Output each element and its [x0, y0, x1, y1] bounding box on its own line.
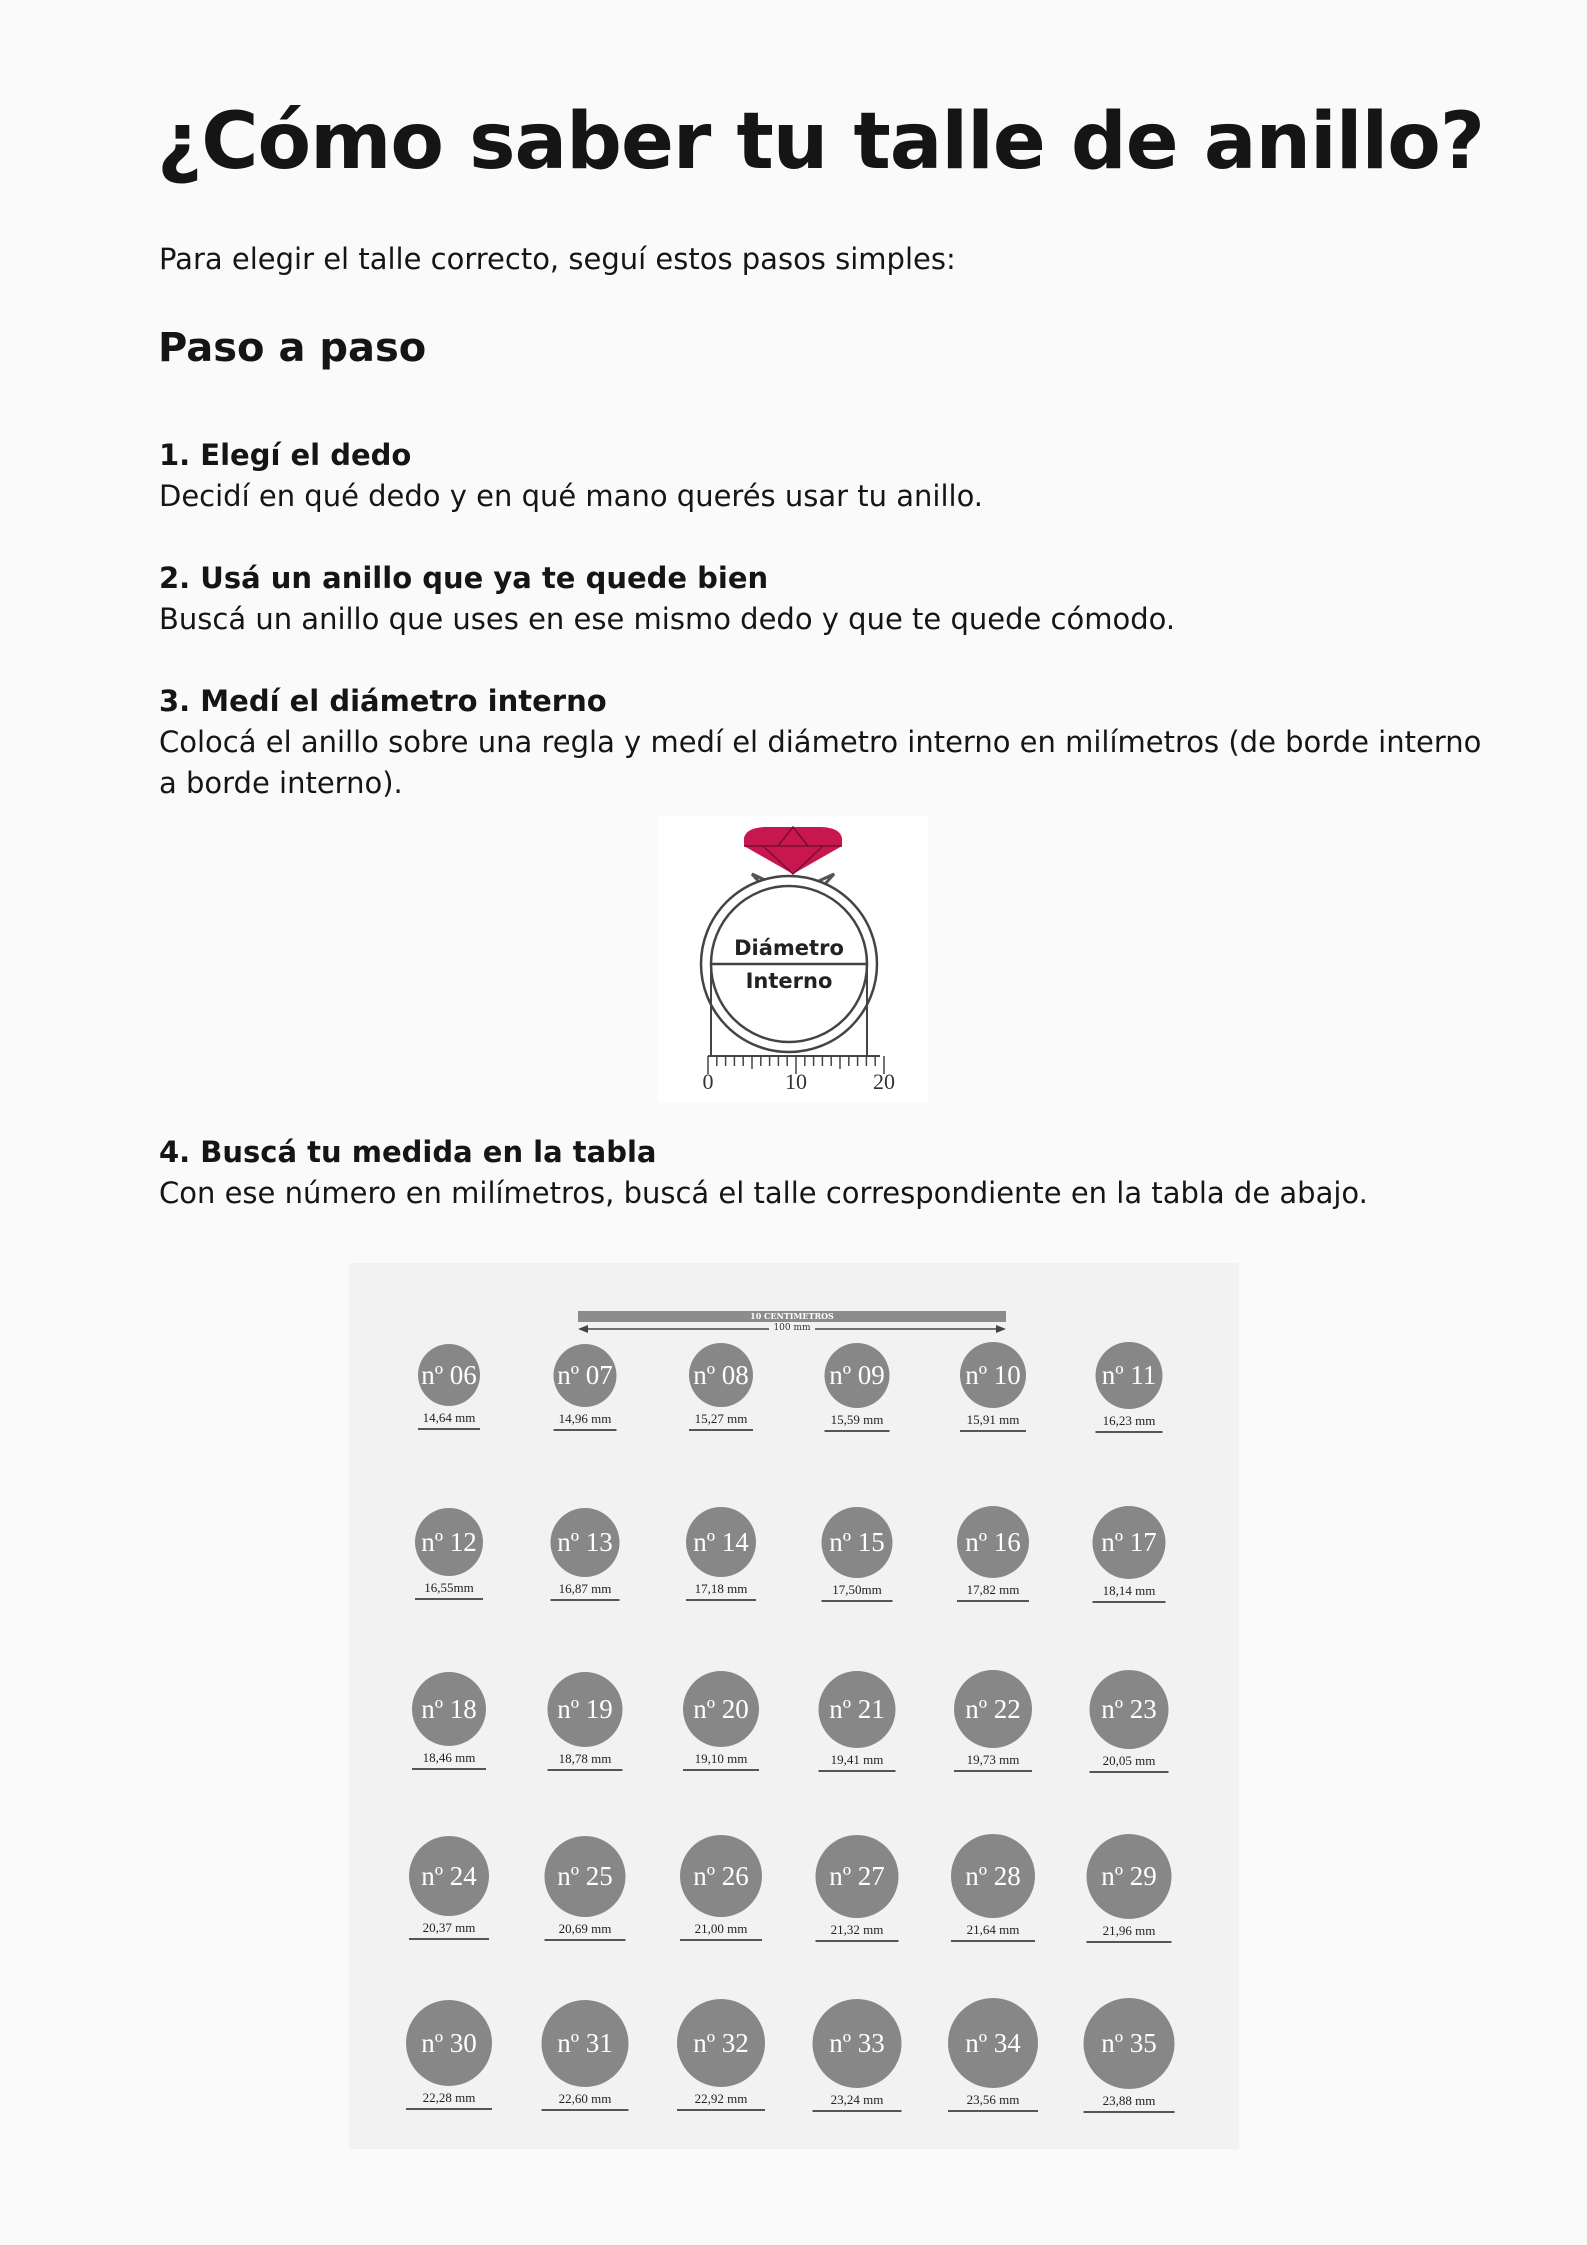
ring-size-underline	[412, 1768, 486, 1770]
ring-size-circle: nº 27	[816, 1835, 899, 1918]
step-1-title: 1. Elegí el dedo	[159, 438, 412, 472]
ruler-label-10: 10	[785, 1069, 807, 1094]
diagram-label-top: Diámetro	[734, 936, 844, 960]
ring-size-underline	[418, 1428, 480, 1430]
ring-size-mm: 17,18 mm	[694, 1581, 748, 1596]
ring-size-mm: 23,88 mm	[1102, 2092, 1156, 2108]
ring-size-mm: 22,28 mm	[422, 2090, 476, 2105]
ring-size-circle: nº 23	[1090, 1670, 1169, 1749]
ruler-sublabel: 100 mm	[769, 1323, 814, 1333]
ring-size-underline	[548, 1769, 623, 1771]
ring-size-circle: nº 19	[548, 1672, 623, 1747]
ring-size-underline	[951, 1940, 1035, 1942]
ring-size-circle: nº 29	[1087, 1834, 1172, 1919]
ring-size-circle: nº 14	[686, 1507, 756, 1577]
ruler-label-0: 0	[702, 1069, 714, 1094]
ring-size-underline	[1087, 1941, 1172, 1943]
ring-size-circle: nº 26	[680, 1835, 762, 1917]
ring-size-underline	[819, 1770, 896, 1772]
step-4-text: Con ese número en milímetros, buscá el talle correspondiente en la tabla de abajo.	[159, 1176, 1368, 1210]
ring-size-mm: 14,96 mm	[558, 1410, 612, 1426]
ring-size-mm: 23,24 mm	[830, 2091, 884, 2107]
ring-size-underline	[689, 1429, 753, 1431]
ring-size-circle: nº 13	[551, 1508, 620, 1577]
ring-size-circle: nº 16	[957, 1506, 1029, 1578]
ring-size-circle: nº 10	[960, 1342, 1026, 1408]
ring-size-circle: nº 21	[819, 1671, 896, 1748]
ring-size-underline	[683, 1769, 759, 1771]
ring-size-mm: 15,91 mm	[966, 1412, 1020, 1427]
ring-size-circle: nº 22	[954, 1670, 1032, 1748]
ring-size-underline	[542, 2109, 629, 2111]
ring-size-mm: 21,32 mm	[830, 1921, 884, 1937]
intro-text: Para elegir el talle correcto, seguí estos pasos simples:	[159, 242, 956, 276]
ring-size-circle: nº 32	[677, 1999, 765, 2087]
ring-size-mm: 18,14 mm	[1102, 1582, 1156, 1598]
ring-size-underline	[813, 2110, 902, 2112]
ring-size-circle: nº 25	[545, 1836, 626, 1917]
ring-size-circle: nº 07	[554, 1344, 617, 1407]
ring-size-mm: 20,69 mm	[558, 1920, 612, 1936]
ring-size-mm: 16,55mm	[424, 1580, 474, 1595]
ring-size-circle: nº 09	[825, 1343, 890, 1408]
ring-size-circle: nº 17	[1093, 1506, 1166, 1579]
ring-size-underline	[957, 1600, 1029, 1602]
ring-size-underline	[680, 1939, 762, 1941]
ring-size-mm: 18,78 mm	[558, 1750, 612, 1766]
ring-size-circle: nº 28	[951, 1834, 1035, 1918]
ring-size-circle: nº 18	[412, 1672, 486, 1746]
ring-size-circle: nº 15	[822, 1507, 893, 1578]
ring-diagram-svg	[658, 816, 928, 1103]
ring-size-circle: nº 06	[418, 1344, 480, 1406]
ring-size-mm: 19,73 mm	[966, 1752, 1020, 1767]
ring-size-mm: 15,59 mm	[830, 1411, 884, 1427]
ring-size-underline	[415, 1598, 483, 1600]
ring-size-underline	[545, 1939, 626, 1941]
ring-size-mm: 21,96 mm	[1102, 1922, 1156, 1938]
step-4	[159, 1132, 1499, 1214]
ring-size-underline	[406, 2108, 492, 2110]
ring-size-mm: 15,27 mm	[694, 1411, 748, 1426]
ring-size-underline	[954, 1770, 1032, 1772]
step-1-text: Decidí en qué dedo y en qué mano querés usar tu anillo.	[159, 479, 984, 513]
step-2-title: 2. Usá un anillo que ya te quede bien	[159, 561, 769, 595]
ring-size-circle: nº 34	[948, 1998, 1038, 2088]
step-2	[159, 558, 1499, 640]
ring-size-mm: 22,92 mm	[694, 2091, 748, 2106]
ring-size-chart	[349, 1263, 1239, 2149]
ring-size-underline	[1090, 1771, 1169, 1773]
page-title: ¿Cómo saber tu talle de anillo?	[157, 97, 1485, 187]
ruler-label-20: 20	[873, 1069, 895, 1094]
ring-size-underline	[686, 1599, 756, 1601]
ring-size-underline	[960, 1430, 1026, 1432]
gem-icon	[744, 827, 842, 874]
ring-size-mm: 20,05 mm	[1102, 1752, 1156, 1768]
ring-size-underline	[948, 2110, 1038, 2112]
ring-size-circle: nº 35	[1084, 1998, 1175, 2089]
ring-size-mm: 16,23 mm	[1102, 1412, 1156, 1428]
ring-size-underline	[554, 1429, 617, 1431]
ring-size-mm: 21,64 mm	[966, 1922, 1020, 1937]
ruler-bar-label: 10 CENTIMETROS	[578, 1311, 1006, 1322]
ring-size-mm: 17,82 mm	[966, 1582, 1020, 1597]
section-subtitle: Paso a paso	[158, 325, 427, 371]
ring-size-mm: 21,00 mm	[694, 1921, 748, 1936]
ring-size-underline	[822, 1600, 893, 1602]
ring-size-mm: 19,41 mm	[830, 1751, 884, 1767]
ring-size-mm: 16,87 mm	[558, 1580, 612, 1596]
ring-size-mm: 14,64 mm	[422, 1410, 476, 1425]
step-3-text: Colocá el anillo sobre una regla y medí el diámetro interno en milímetros (de borde interno a borde interno).	[159, 725, 1482, 800]
ring-size-circle: nº 11	[1096, 1342, 1163, 1409]
ring-size-underline	[1084, 2111, 1175, 2113]
ring-size-circle: nº 30	[406, 2000, 492, 2086]
ring-size-mm: 23,56 mm	[966, 2092, 1020, 2107]
ring-size-underline	[816, 1940, 899, 1942]
ring-size-underline	[1096, 1431, 1163, 1433]
ring-size-mm: 17,50mm	[832, 1581, 882, 1597]
ring-diameter-diagram	[658, 816, 928, 1103]
ring-size-mm: 20,37 mm	[422, 1920, 476, 1935]
ring-size-underline	[1093, 1601, 1166, 1603]
step-1	[159, 435, 1499, 517]
ring-size-circle: nº 31	[542, 2000, 629, 2087]
step-3	[159, 681, 1499, 804]
ring-size-underline	[825, 1430, 890, 1432]
step-2-text: Buscá un anillo que uses en ese mismo dedo y que te quede cómodo.	[159, 602, 1176, 636]
ring-size-underline	[677, 2109, 765, 2111]
size-chart-ruler	[578, 1311, 1006, 1341]
ring-size-circle: nº 24	[409, 1836, 489, 1916]
ring-size-underline	[409, 1938, 489, 1940]
ring-size-underline	[551, 1599, 620, 1601]
ring-size-mm: 18,46 mm	[422, 1750, 476, 1765]
ring-size-circle: nº 33	[813, 1999, 902, 2088]
ring-size-circle: nº 20	[683, 1671, 759, 1747]
ring-size-mm: 22,60 mm	[558, 2090, 612, 2106]
step-4-title: 4. Buscá tu medida en la tabla	[159, 1135, 657, 1169]
ring-size-circle: nº 12	[415, 1508, 483, 1576]
ring-size-mm: 19,10 mm	[694, 1751, 748, 1766]
step-3-title: 3. Medí el diámetro interno	[159, 684, 607, 718]
ring-size-circle: nº 08	[689, 1343, 753, 1407]
diagram-label-bottom: Interno	[745, 969, 833, 993]
